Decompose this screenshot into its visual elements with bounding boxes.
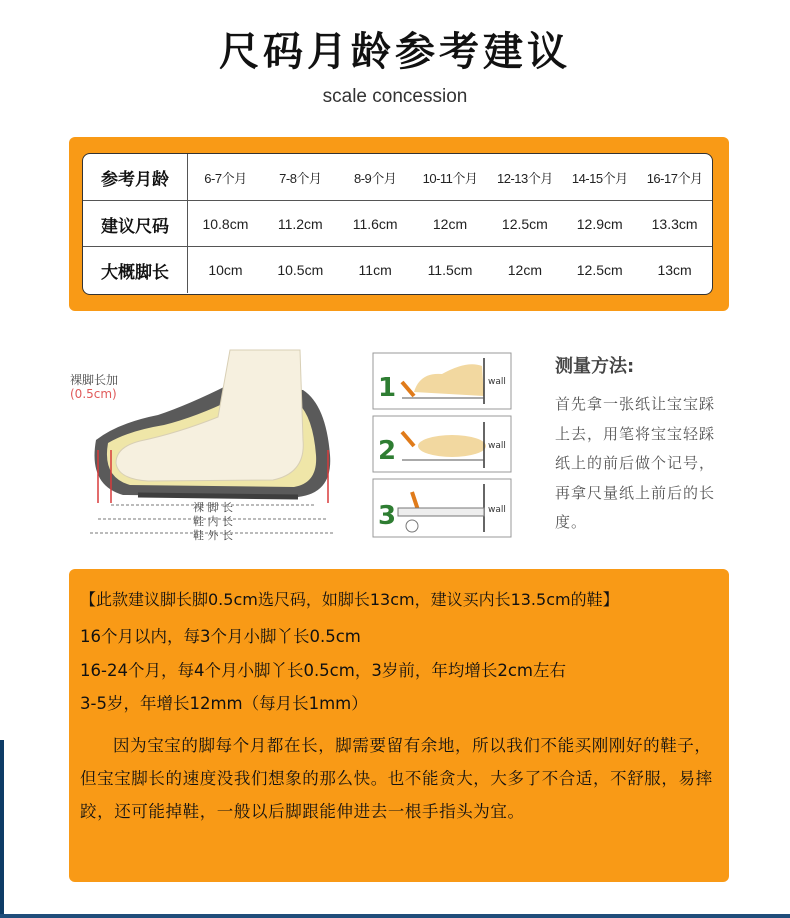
table-row: [83, 246, 712, 293]
table-cell: 10.5cm: [277, 262, 324, 278]
table-cell: 14-15个月: [571, 170, 628, 186]
inner-length-text: 鞋 内 长: [193, 515, 233, 528]
measure-steps-illustration: [372, 352, 512, 538]
table-row: [83, 154, 712, 200]
extra-length-label: (0.5cm): [70, 387, 117, 401]
table-cell: 11cm: [358, 262, 392, 278]
step-number: 1: [378, 373, 397, 403]
wall-label: wall: [488, 441, 506, 451]
row-header: 参考月龄: [83, 154, 188, 200]
method-title: 测量方法:: [555, 356, 635, 377]
note-line: 3-5岁，年增长12mm（每月长1mm）: [80, 694, 368, 713]
barefoot-length-text: 裸 脚 长: [193, 501, 233, 514]
table-cell: 12cm: [432, 216, 468, 232]
row-header: 建议尺码: [83, 201, 188, 247]
table-row: [83, 200, 712, 247]
note-line: 16-24个月，每4个月小脚丫长0.5cm，3岁前，年均增长2cm左右: [80, 661, 566, 680]
table-cell: 11.5cm: [427, 262, 473, 278]
left-edge-strip: [0, 740, 4, 918]
method-text: 首先拿一张纸让宝宝踩上去，用笔将宝宝轻踩纸上的前后做个记号，再拿尺量纸上前后的长度。: [555, 395, 716, 531]
table-cell: 10cm: [208, 262, 243, 278]
table-cell: 12.9cm: [576, 216, 623, 232]
row-header: 大概脚长: [83, 247, 188, 293]
table-cell: 12cm: [507, 262, 542, 278]
page-subtitle: scale concession: [322, 86, 468, 107]
table-cell: 11.6cm: [352, 216, 398, 232]
wall-label: wall: [488, 377, 506, 387]
outer-length-text: 鞋 外 长: [193, 529, 233, 542]
bottom-divider: [0, 914, 790, 918]
table-cell: 12.5cm: [501, 216, 548, 232]
shoe-foot-illustration: [68, 345, 348, 545]
size-table: [82, 153, 713, 295]
table-cell: 11.2cm: [277, 216, 323, 232]
table-cell: 16-17个月: [646, 170, 703, 186]
table-cell: 13.3cm: [651, 216, 698, 232]
wall-label: wall: [488, 505, 506, 515]
barefoot-label: 裸脚长加: [70, 373, 119, 387]
table-cell: 13cm: [657, 262, 692, 278]
note-paragraph: 因为宝宝的脚每个月都在长，脚需要留有余地，所以我们不能买刚刚好的鞋子，但宝宝脚长的速度没我们想象的那么快。也不能贪大，大多了不合适，不舒服，易摔跤，还可能掉鞋，一般以后脚跟能伸进去一根手指头为宜。: [80, 736, 713, 821]
step-number: 2: [378, 436, 397, 466]
table-cell: 7-8个月: [279, 170, 322, 186]
note-line: 【此款建议脚长脚0.5cm选尺码，如脚长13cm，建议买内长13.5cm的鞋】: [80, 590, 619, 609]
table-cell: 12-13个月: [496, 170, 553, 186]
table-cell: 10.8cm: [202, 216, 249, 232]
step-number: 3: [378, 501, 397, 531]
table-cell: 10-11个月: [422, 170, 478, 186]
notes-panel: [69, 569, 729, 882]
table-cell: 12.5cm: [576, 262, 623, 278]
size-chart-panel: [69, 137, 729, 311]
table-cell: 8-9个月: [354, 170, 397, 186]
note-line: 16个月以内，每3个月小脚丫长0.5cm: [80, 627, 361, 646]
page-title: 尺码月龄参考建议: [219, 29, 571, 75]
table-cell: 6-7个月: [204, 170, 247, 186]
